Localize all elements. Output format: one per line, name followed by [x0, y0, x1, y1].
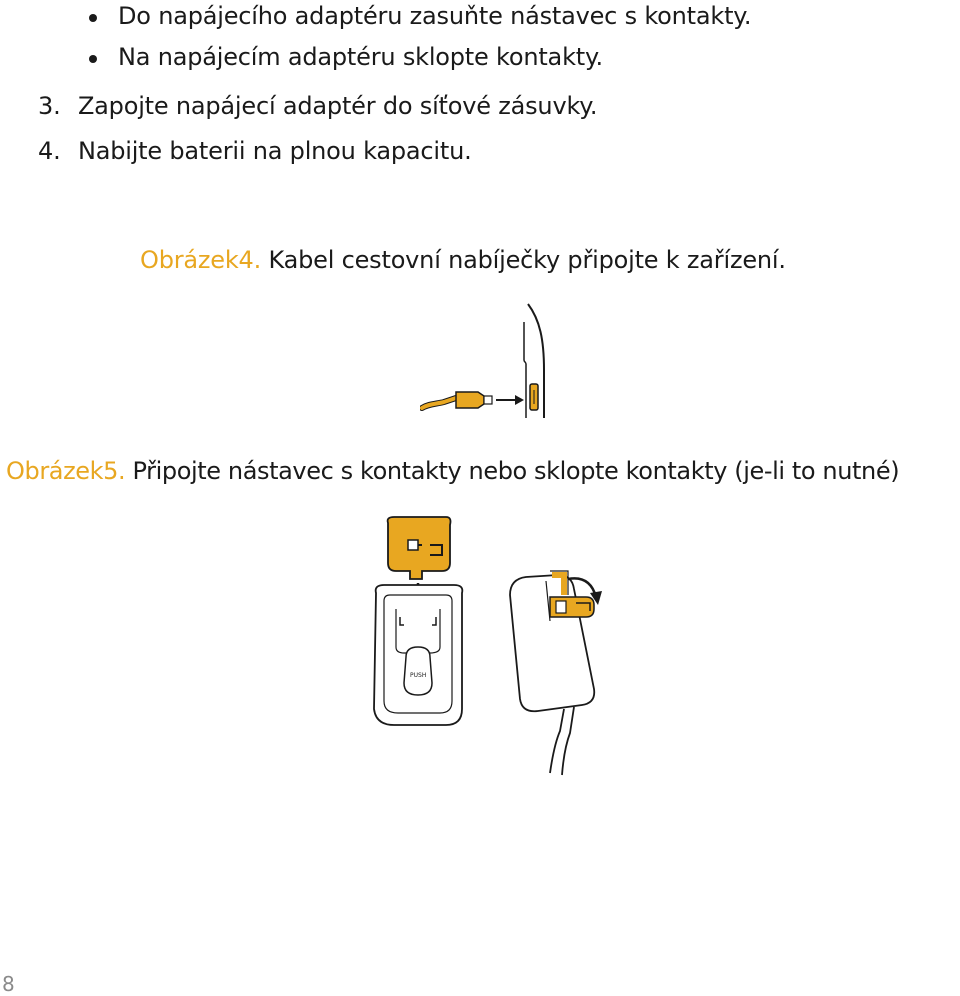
usb-plug: [456, 392, 484, 408]
figure-5-label: Obrázek5.: [6, 457, 126, 485]
push-label: PUSH: [410, 672, 427, 679]
page-number: 8: [2, 972, 15, 996]
step-number: 3.: [38, 92, 61, 120]
figure-5-text: Připojte nástavec s kontakty nebo sklopte kontakty (je-li to nutné): [132, 457, 900, 485]
bullet-item: Na napájecím adaptéru sklopte kontakty.: [118, 43, 603, 71]
bullet-item: Do napájecího adaptéru zasuňte nástavec s kontakty.: [118, 2, 752, 30]
bullet-dot: [89, 14, 97, 22]
figure-5-caption: [6, 457, 899, 485]
step-item: [38, 92, 597, 120]
figure-4-illustration: [420, 300, 560, 420]
figure-4-text: Kabel cestovní nabíječky připojte k zařízení.: [268, 246, 786, 274]
adapter-body-right: [510, 571, 602, 775]
bullet-dot: [89, 55, 97, 63]
step-text: Zapojte napájecí adaptér do síťové zásuvky.: [77, 92, 598, 120]
figure-4-caption: [140, 246, 786, 274]
step-number: 4.: [38, 137, 61, 165]
figure-5-illustration: [350, 505, 620, 785]
device-inner-edge: [524, 322, 526, 418]
step-item: [38, 137, 472, 165]
figure-4-label: Obrázek4.: [140, 246, 262, 274]
push-button: [404, 647, 432, 695]
plug-attachment: [388, 517, 451, 579]
adapter-cable: [550, 709, 564, 773]
adapter-body-left: [374, 585, 462, 725]
step-text: Nabijte baterii na plnou kapacitu.: [77, 137, 472, 165]
